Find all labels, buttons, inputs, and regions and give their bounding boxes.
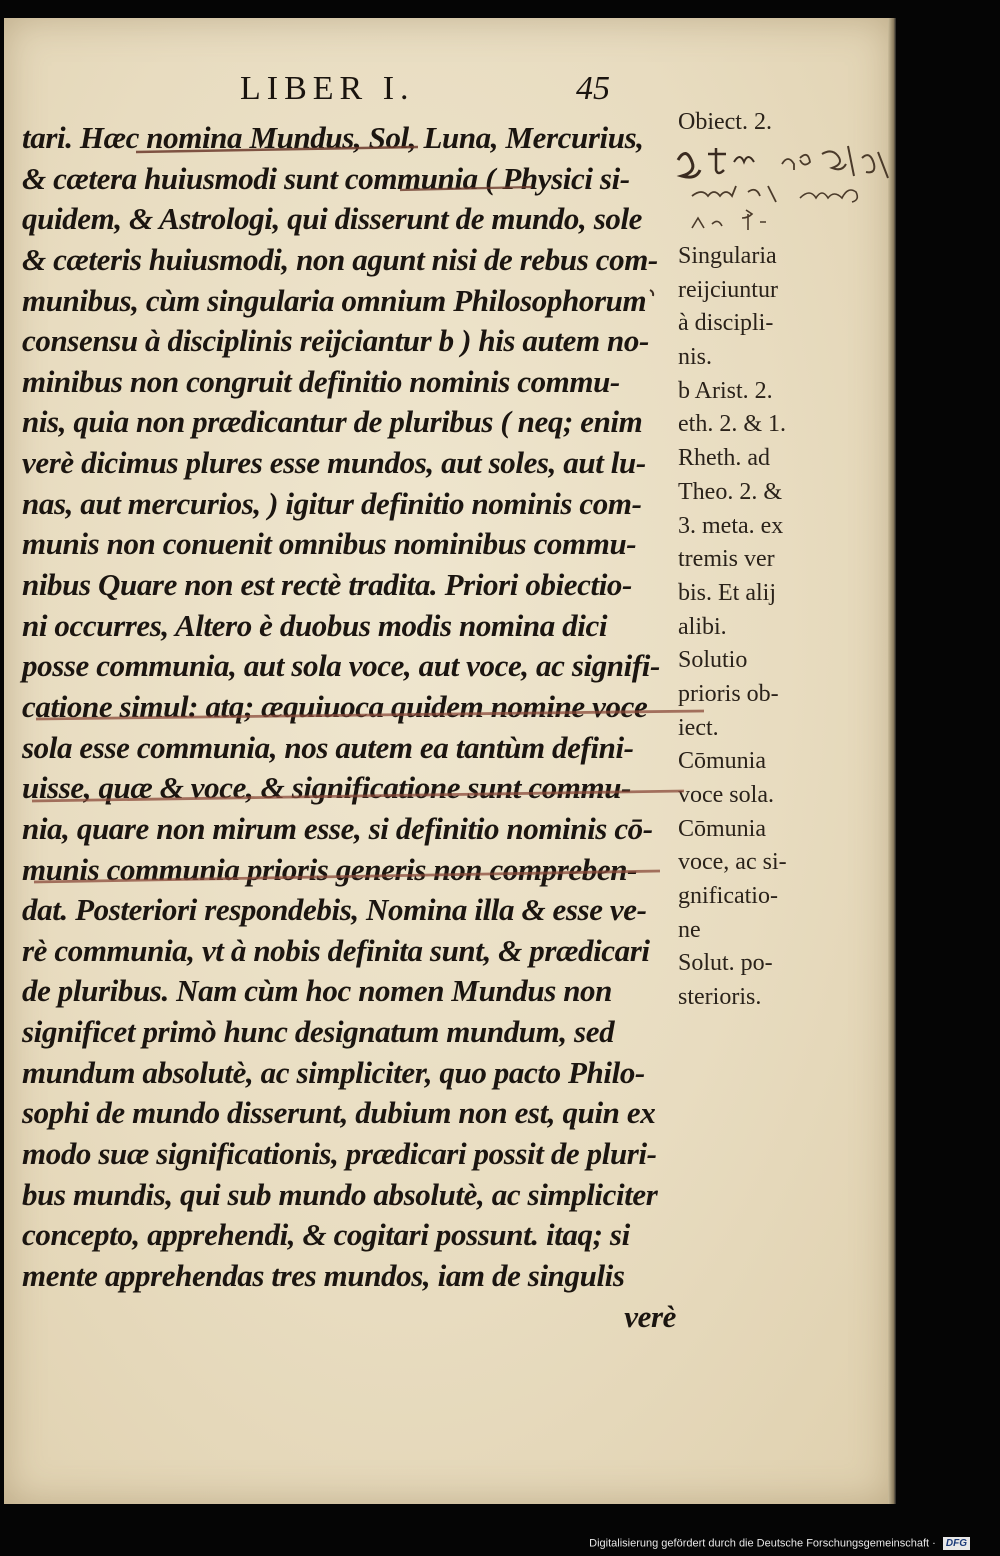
digitization-credit (589, 1537, 970, 1550)
margin-note-line: prioris ob- (678, 680, 779, 707)
margin-note-line: Rheth. ad (678, 445, 770, 472)
text-line: munibus, cùm singularia omnium Philosophorum (22, 282, 647, 318)
margin-note-line: Cōmunia (678, 815, 766, 842)
handwritten-annotation (672, 134, 894, 244)
margin-note-line: tremis ver (678, 546, 775, 573)
margin-note-line: iect. (678, 714, 719, 741)
text-line: & cæteris huiusmodi, non agunt nisi de rebus com- (22, 241, 658, 277)
text-line: minibus non congruit definitio nominis commu- (22, 363, 620, 399)
text-line: nas, aut mercurios, ) igitur definitio nominis com- (22, 485, 642, 521)
text-line: bus mundis, qui sub mundo absolutè, ac simpliciter (22, 1176, 658, 1212)
margin-note-line: alibi. (678, 613, 727, 640)
margin-note-line: Obiect. 2. (678, 109, 772, 135)
margin-note-line: eth. 2. & 1. (678, 411, 786, 438)
margin-note-line: sterioris. (678, 984, 762, 1011)
margin-notes (678, 240, 858, 1015)
text-line: uisse, quæ & voce, & significatione sunt commu- (22, 770, 631, 806)
text-line: ni occurres, Altero è duobus modis nomina dici (22, 607, 608, 643)
text-line: dat. Posteriori respondebis, Nomina illa & esse ve- (22, 892, 647, 928)
margin-note-line: à discipli- (678, 310, 774, 337)
margin-note-line: Cōmunia (678, 748, 766, 775)
text-line: nia, quare non mirum esse, si definitio nominis cō- (22, 810, 653, 846)
text-line: posse communia, aut sola voce, aut voce, ac signifi- (22, 648, 660, 684)
running-title: LIBER I. (240, 70, 415, 107)
margin-note-line: Solut. po- (678, 950, 773, 977)
margin-note-line: Theo. 2. & (678, 478, 782, 505)
dfg-logo: DFG (943, 1537, 970, 1550)
text-line: mente apprehendas tres mundos, iam de singulis (22, 1257, 625, 1293)
text-line: & cætera huiusmodi sunt communia ( Physici si- (22, 160, 630, 196)
text-line: mundum absolutè, ac simpliciter, quo pacto Philo- (22, 1054, 645, 1090)
text-line: consensu à disciplinis reijciantur b ) his autem no- (22, 323, 649, 359)
margin-note-line: voce, ac si- (678, 849, 787, 876)
page-number: 45 (576, 70, 610, 107)
credit-text: Digitalisierung gefördert durch die Deutsche Forschungsgemeinschaft · (589, 1537, 936, 1550)
margin-note-line: bis. Et alij (678, 579, 776, 606)
text-line: nibus Quare non est rectè tradita. Priori obiectio- (22, 567, 632, 603)
text-line: sola esse communia, nos autem ea tantùm defini- (22, 729, 634, 765)
text-line: nis, quia non prædicantur de pluribus ( neq; enim (22, 404, 643, 440)
margin-note-line: nis. (678, 344, 713, 371)
text-line: modo suæ significationis, prædicari possit de pluri- (22, 1136, 657, 1172)
margin-note-line: Solutio (678, 647, 748, 674)
text-line: verè dicimus plures esse mundos, aut soles, aut lu- (22, 445, 646, 481)
margin-note-line: voce sola. (678, 782, 774, 808)
text-line: de pluribus. Nam cùm hoc nomen Mundus non (22, 973, 612, 1009)
text-line: munis non conuenit omnibus nominibus commu- (22, 526, 637, 562)
text-line: rè communia, vt à nobis definita sunt, & prædicari (22, 932, 650, 968)
margin-note-line: gnificatio- (678, 883, 778, 910)
text-line: verè (624, 1298, 676, 1334)
margin-note-line: Singularia (678, 243, 777, 269)
margin-note-line: reijciuntur (678, 276, 778, 303)
text-line: significet primò hunc designatum mundum, sed (22, 1014, 615, 1050)
text-line: quidem, & Astrologi, qui disserunt de mundo, sole (22, 201, 643, 237)
main-text-block (22, 118, 682, 1337)
margin-note-line: ne (678, 916, 701, 943)
text-line: concepto, apprehendi, & cogitari possunt. itaq; si (22, 1217, 630, 1253)
margin-note-line: b Arist. 2. (678, 377, 773, 404)
text-line: munis communia prioris generis non compreben- (22, 851, 638, 887)
text-line: catione simul: atq; æquiuoca quidem nomine voce (22, 688, 648, 724)
running-header (240, 70, 660, 120)
text-line: tari. Hæc nomina Mundus, Sol, Luna, Mercurius, (22, 120, 644, 155)
margin-note-line: 3. meta. ex (678, 512, 784, 539)
text-line: sophi de mundo disserunt, dubium non est, quin ex (22, 1095, 656, 1131)
